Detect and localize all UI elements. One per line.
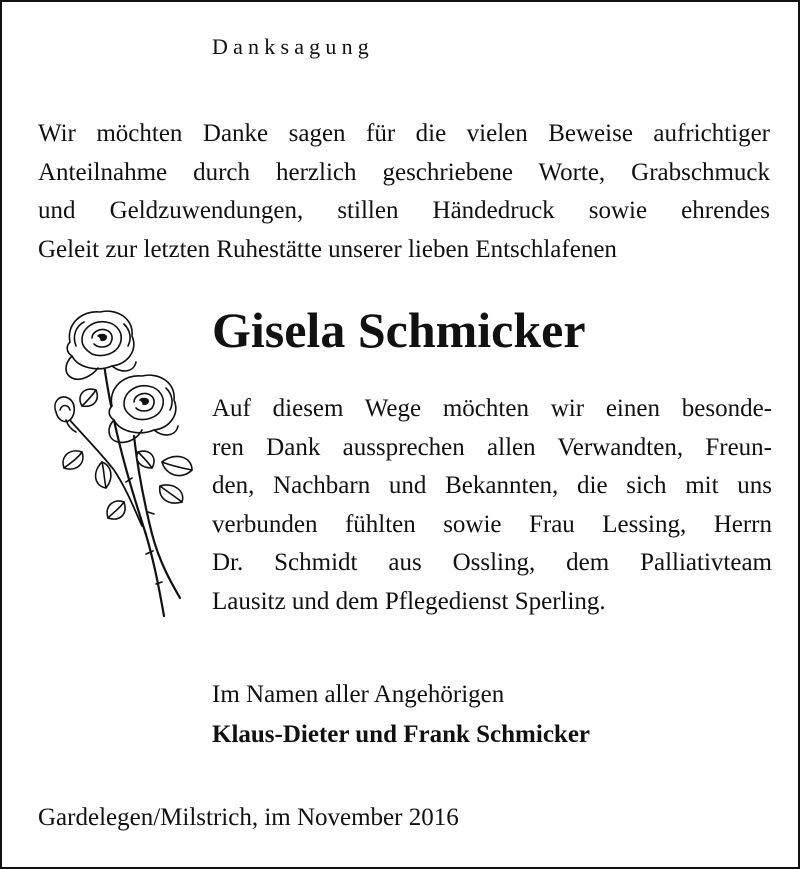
thanks-paragraph: [212, 390, 772, 621]
notice-heading: Danksagung: [212, 34, 374, 59]
intro-line: Anteilnahme durch herzlich geschriebene Worte, Grabschmuck: [38, 158, 770, 186]
thanks-line: den, Nachbarn und Bekannten, die sich mit uns: [212, 472, 772, 499]
intro-line: und Geldzuwendungen, stillen Händedruck sowie ehrendes: [38, 197, 770, 224]
deceased-name: Gisela Schmicker: [212, 302, 586, 358]
thanks-line: verbunden fühlten sowie Frau Lessing, Herrn: [212, 510, 772, 538]
intro-paragraph: [38, 115, 770, 269]
thanks-line: ren Dank aussprechen allen Verwandten, Freun-: [212, 433, 772, 461]
place-date: Gardelegen/Milstrich, im November 2016: [38, 804, 459, 831]
intro-line: Wir möchten Danke sagen für die vielen Beweise aufrichtiger: [38, 120, 770, 147]
intro-line: Geleit zur letzten Ruhestätte unserer lieben Entschlafenen: [38, 235, 617, 263]
thanks-line: Auf diesem Wege möchten wir einen besonde-: [212, 395, 772, 422]
on-behalf-text: Im Namen aller Angehörigen: [212, 681, 505, 708]
signers-names: Klaus-Dieter und Frank Schmicker: [212, 721, 591, 748]
thanks-line: Dr. Schmidt aus Ossling, dem Palliativteam: [212, 549, 772, 576]
thanks-line: Lausitz und dem Pflegedienst Sperling.: [212, 587, 606, 615]
roses-icon: [42, 302, 202, 622]
